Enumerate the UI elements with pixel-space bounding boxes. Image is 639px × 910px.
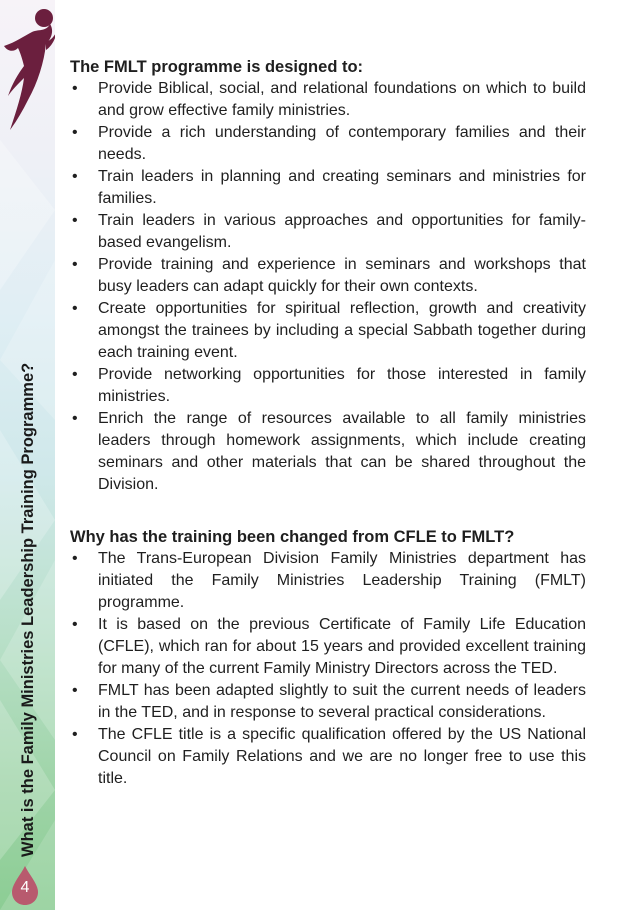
list-item [70, 78, 586, 122]
list-item-text: Train leaders in planning and creating seminars and ministries for families. [98, 168, 586, 207]
list-item-text: Provide Biblical, social, and relational foundations on which to build and grow effective family ministries. [98, 80, 586, 119]
bullet-icon: • [72, 124, 78, 141]
list-item-text: Provide training and experience in seminars and workshops that busy leaders can adapt quickly for their own contexts. [98, 256, 586, 295]
list-item [70, 614, 586, 680]
bullet-icon: • [72, 550, 78, 567]
page-number: 4 [20, 879, 30, 896]
bullet-list [70, 78, 586, 496]
list-item [70, 210, 586, 254]
bullet-icon: • [72, 168, 78, 185]
list-item-text: It is based on the previous Certificate of Family Life Education (CFLE), which ran for about 15 years and provided excellent training for many of the current Family Ministry Directors across the TED. [98, 616, 586, 677]
bullet-icon: • [72, 80, 78, 97]
bullet-icon: • [72, 256, 78, 273]
list-item-text: Provide networking opportunities for those interested in family ministries. [98, 366, 586, 405]
list-item-text: FMLT has been adapted slightly to suit the current needs of leaders in the TED, and in response to several practical considerations. [98, 682, 586, 721]
section-programme-goals [70, 56, 586, 496]
bullet-icon: • [72, 616, 78, 633]
list-item [70, 680, 586, 724]
dancing-figure-icon [2, 4, 55, 132]
bullet-icon: • [72, 682, 78, 699]
sidebar-vertical-title: What is the Family Ministries Leadership Training Programme? [19, 362, 37, 857]
section-heading: Why has the training been changed from CFLE to FMLT? [70, 528, 515, 546]
sidebar-strip [0, 0, 55, 910]
main-content [70, 56, 586, 790]
bullet-icon: • [72, 212, 78, 229]
list-item [70, 548, 586, 614]
bullet-icon: • [72, 726, 78, 743]
bullet-icon: • [72, 410, 78, 427]
list-item [70, 408, 586, 496]
list-item-text: Train leaders in various approaches and opportunities for family-based evangelism. [98, 212, 586, 251]
list-item [70, 122, 586, 166]
list-item [70, 364, 586, 408]
list-item [70, 724, 586, 790]
list-item-text: The CFLE title is a specific qualification offered by the US National Council on Family Relations and we are no longer free to use this title. [98, 726, 586, 787]
list-item [70, 254, 586, 298]
list-item-text: Enrich the range of resources available to all family ministries leaders through homework assignments, which include creating seminars and other materials that can be shared throughout the Division. [98, 410, 586, 493]
section-why-changed [70, 526, 586, 790]
bullet-list [70, 548, 586, 790]
section-heading: The FMLT programme is designed to: [70, 58, 364, 76]
bullet-icon: • [72, 366, 78, 383]
bullet-icon: • [72, 300, 78, 317]
list-item-text: Provide a rich understanding of contemporary families and their needs. [98, 124, 586, 163]
list-item [70, 298, 586, 364]
list-item-text: The Trans-European Division Family Ministries department has initiated the Family Ministries Leadership Training (FMLT) programme. [98, 550, 586, 611]
list-item-text: Create opportunities for spiritual reflection, growth and creativity amongst the trainees by including a special Sabbath together during each training event. [98, 300, 586, 361]
list-item [70, 166, 586, 210]
